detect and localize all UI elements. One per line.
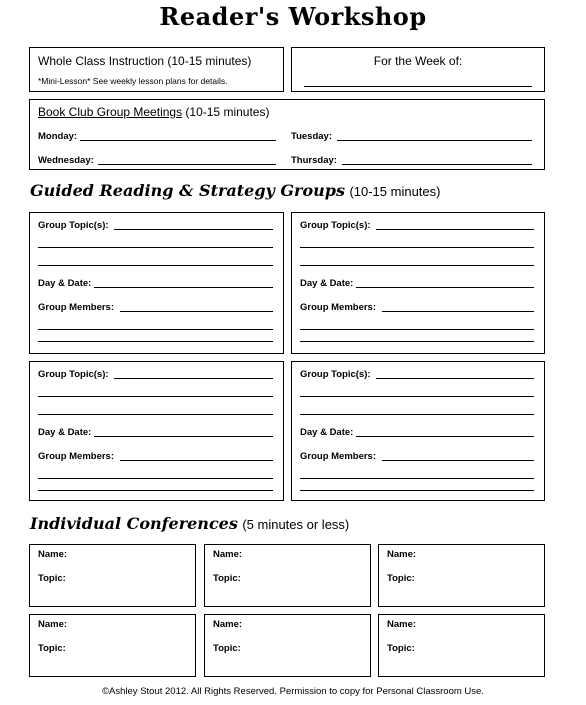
whole-class-box	[29, 47, 284, 92]
monday-line[interactable]	[80, 140, 276, 141]
group-topic-line[interactable]	[300, 247, 534, 248]
name-label: Name:	[38, 549, 68, 560]
group-topic-line[interactable]	[38, 265, 273, 266]
conference-6	[378, 614, 545, 677]
group-members-label: Group Members:	[300, 451, 377, 462]
wednesday-label: Wednesday:	[38, 155, 94, 166]
book-club-duration: (10-15 minutes)	[185, 105, 270, 119]
group-members-label: Group Members:	[38, 451, 115, 462]
group-topic-label: Group Topic(s):	[38, 369, 109, 380]
week-label: For the Week of:	[373, 54, 463, 68]
group-topic-line[interactable]	[300, 396, 534, 397]
group-topic-line[interactable]	[376, 378, 534, 379]
group-topic-line[interactable]	[300, 414, 534, 415]
thursday-label: Thursday:	[291, 155, 337, 166]
whole-class-note: *Mini-Lesson* See weekly lesson plans for details.	[38, 76, 228, 86]
group-members-line[interactable]	[382, 311, 534, 312]
name-label: Name:	[213, 619, 243, 630]
guided-heading-wrap	[30, 181, 440, 201]
topic-label: Topic:	[387, 643, 415, 654]
conferences-heading: Individual Conferences	[30, 514, 238, 533]
conferences-heading-wrap	[30, 514, 349, 534]
day-date-label: Day & Date:	[38, 278, 92, 289]
week-line[interactable]	[304, 86, 532, 87]
day-date-line[interactable]	[356, 436, 534, 437]
name-label: Name:	[38, 619, 68, 630]
week-box	[291, 47, 545, 92]
guided-group-1	[29, 212, 284, 354]
name-label: Name:	[213, 549, 243, 560]
group-members-line[interactable]	[38, 341, 273, 342]
group-members-line[interactable]	[38, 329, 273, 330]
group-members-line[interactable]	[300, 329, 534, 330]
guided-duration: (10-15 minutes)	[349, 184, 441, 199]
footer: ©Ashley Stout 2012. All Rights Reserved. Permission to copy for Personal Classroom Use.	[102, 686, 484, 697]
group-topic-line[interactable]	[114, 229, 273, 230]
group-members-label: Group Members:	[38, 302, 115, 313]
day-date-line[interactable]	[356, 287, 534, 288]
group-members-line[interactable]	[300, 341, 534, 342]
guided-heading: Guided Reading & Strategy Groups	[30, 181, 345, 200]
group-topic-label: Group Topic(s):	[38, 220, 109, 231]
guided-group-3	[29, 361, 284, 501]
tuesday-label: Tuesday:	[291, 131, 333, 142]
name-label: Name:	[387, 549, 417, 560]
group-topic-label: Group Topic(s):	[300, 369, 371, 380]
whole-class-heading: Whole Class Instruction (10-15 minutes)	[38, 54, 252, 68]
conference-4	[29, 614, 196, 677]
conferences-duration: (5 minutes or less)	[242, 517, 350, 532]
guided-group-2	[291, 212, 545, 354]
monday-label: Monday:	[38, 131, 78, 142]
group-members-label: Group Members:	[300, 302, 377, 313]
group-topic-label: Group Topic(s):	[300, 220, 371, 231]
conference-5	[204, 614, 371, 677]
group-members-line[interactable]	[300, 478, 534, 479]
thursday-line[interactable]	[342, 164, 532, 165]
name-label: Name:	[387, 619, 417, 630]
guided-group-4	[291, 361, 545, 501]
book-club-box	[29, 99, 545, 170]
day-date-label: Day & Date:	[300, 427, 354, 438]
topic-label: Topic:	[38, 643, 66, 654]
group-members-line[interactable]	[120, 460, 273, 461]
topic-label: Topic:	[387, 573, 415, 584]
topic-label: Topic:	[213, 573, 241, 584]
group-topic-line[interactable]	[300, 265, 534, 266]
group-topic-line[interactable]	[38, 247, 273, 248]
page-title: Reader's Workshop	[159, 2, 427, 31]
day-date-label: Day & Date:	[300, 278, 354, 289]
group-members-line[interactable]	[38, 490, 273, 491]
group-members-line[interactable]	[120, 311, 273, 312]
conference-2	[204, 544, 371, 607]
day-date-label: Day & Date:	[38, 427, 92, 438]
day-date-line[interactable]	[94, 436, 273, 437]
book-club-heading: Book Club Group Meetings	[38, 105, 183, 119]
group-members-line[interactable]	[38, 478, 273, 479]
day-date-line[interactable]	[94, 287, 273, 288]
conference-1	[29, 544, 196, 607]
topic-label: Topic:	[213, 643, 241, 654]
group-members-line[interactable]	[300, 490, 534, 491]
group-topic-line[interactable]	[114, 378, 273, 379]
conference-3	[378, 544, 545, 607]
group-topic-line[interactable]	[376, 229, 534, 230]
group-topic-line[interactable]	[38, 414, 273, 415]
book-club-heading-wrap	[38, 105, 269, 119]
topic-label: Topic:	[38, 573, 66, 584]
group-topic-line[interactable]	[38, 396, 273, 397]
wednesday-line[interactable]	[98, 164, 276, 165]
group-members-line[interactable]	[382, 460, 534, 461]
tuesday-line[interactable]	[337, 140, 532, 141]
